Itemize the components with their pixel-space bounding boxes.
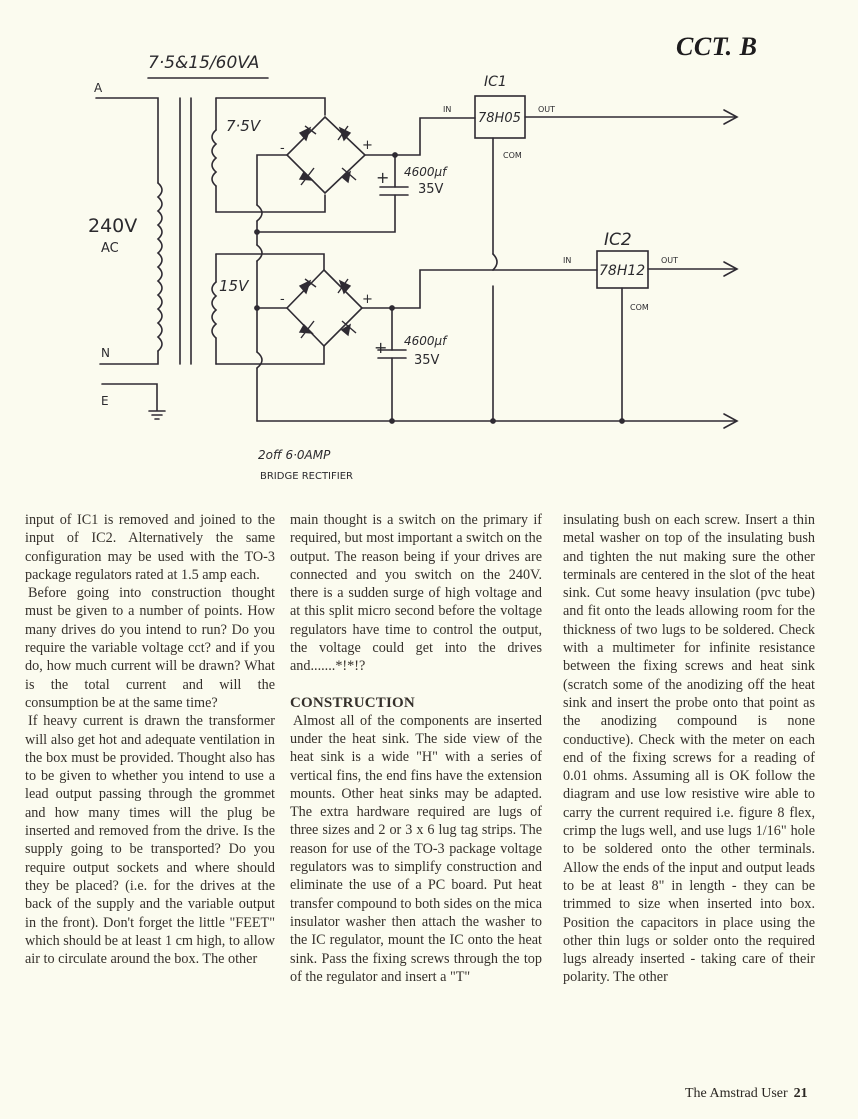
article-column-1	[25, 511, 275, 968]
ic2-part: 78H12	[599, 263, 646, 279]
rectifier-note-quantity: 2off 6·0AMP	[258, 448, 331, 462]
label-earth: E	[101, 394, 109, 408]
article-column-2	[290, 511, 542, 986]
capacitor-1-value: 4600µf	[404, 165, 447, 179]
label-active: A	[94, 81, 103, 95]
label-primary-type: AC	[101, 241, 119, 256]
ic1-out-label: OUT	[538, 105, 556, 114]
bridge-2-minus: -	[280, 292, 285, 307]
bridge-rectifier-1	[287, 117, 365, 193]
earth-wire	[102, 384, 157, 410]
secondary-1-coil	[212, 130, 216, 186]
ic2-out-label: OUT	[661, 256, 679, 265]
circuit-title: CCT. B	[676, 32, 758, 61]
ic2-in-label: IN	[563, 256, 572, 265]
rectifier-note-type: BRIDGE RECTIFIER	[260, 471, 353, 482]
circuit-diagram	[0, 0, 858, 500]
publication-name: The Amstrad User	[685, 1086, 788, 1101]
capacitor-2-voltage: 35V	[414, 353, 440, 368]
secondary-2-coil	[212, 282, 216, 338]
secondary-1-top	[216, 98, 325, 115]
ic2-name: IC2	[604, 230, 632, 250]
paragraph: Before going into construction thought must be given to a number of points. How many drives do you intend to run? Do you require the variable voltage cct? and if you do, how much current will be drawn? What is the total current and will the consumption be at the same time?	[25, 585, 275, 711]
transformer-rating: 7·5&15/60VA	[148, 53, 260, 73]
capacitor-1-voltage: 35V	[418, 182, 444, 197]
bridge-2-plus: +	[362, 292, 373, 307]
article-column-3	[563, 511, 815, 987]
bridge-rectifier-2	[287, 270, 362, 346]
paragraph: main thought is a switch on the primary if required, but most important a switch on the output. The reason being if your drives are connected and you switch on the 240V. there is a sudden surge of high voltage and at this split micro second before the voltage regulators have time to control the output, the voltage could get into the drives and.......*!*!?	[290, 512, 542, 675]
ic1-in-label: IN	[443, 105, 452, 114]
capacitor-2-value: 4600µf	[404, 334, 447, 348]
label-primary-voltage: 240V	[88, 215, 138, 237]
bridge-1-minus: -	[280, 141, 285, 156]
paragraph: Almost all of the components are inserted under the heat sink. The side view of the heat sink is a wide "H" with a series of vertical fins, the end fins have the extension mounts. Other heat sinks may be adapted. The extra hardware required are lugs of three sizes and 2 or 3 x 6 lug tag strips. The reason for use of the TO-3 package voltage regulators was to simplify construction and eliminate the use of a PC board. Put heat transfer compound to both sides on the mica insulator washer then attach the washer to the IC regulator, mount the IC onto the heat sink. Pass the fixing screws through the top of the regulator and insert a "T"	[290, 712, 542, 985]
label-secondary-2: 15V	[219, 277, 249, 295]
page-number: 21	[793, 1086, 808, 1101]
bridge-1-plus: +	[362, 138, 373, 153]
label-neutral: N	[101, 346, 110, 360]
ic1-part: 78H05	[478, 111, 521, 126]
paragraph: input of IC1 is removed and joined to the input of IC2. Alternatively the same configuration may be used with the TO-3 package regulators rated at 1.5 amp each.	[25, 512, 275, 583]
primary-wire-a	[96, 98, 158, 183]
section-heading-construction: CONSTRUCTION	[290, 694, 415, 711]
primary-coil	[158, 183, 162, 351]
ic1-com-label: COM	[503, 151, 522, 160]
paragraph: If heavy current is drawn the transformer will also get hot and adequate ventilation in the box must be provided. Thought also has to be given to whether you intend to use a lead output passing through the grommet and how many times will the plug be inserted and removed from the drive. Is the supply going to be transported? Do you require output sockets and where should they be placed? (i.e. for the drives at the back of the supply and the variable output in the front). Don't forget the little "FEET" which should be at least 1 cm high, to allow air to circulate around the box. The other	[25, 713, 275, 968]
page-footer	[685, 1086, 808, 1102]
capacitor-2-polarity: +	[374, 338, 388, 357]
secondary-2-top	[216, 254, 324, 270]
paragraph: insulating bush on each screw. Insert a thin metal washer on top of the insulating bush and tighten the nut making sure the other terminals are centered in the slot of the heat sink. Cut some heavy insulation (pvc tube) and fit onto the leads allowing room for the thickness of two lugs to be soldered. Check with a multimeter for infinite resistance between the fixing screws and heat sink (scratch some of the anodizing off the heat sink and insert the probe onto that point as the anodizing compound is none conductive). Check with the meter on each end of the fixing screws for a reading of 0.01 ohms. Assuming all is OK follow the diagram and use low resistive wire able to carry the current required i.e. figure 8 flex, crimp the lugs well, and use lugs 1/16" hole to be soldered onto the other terminals. Allow the ends of the input and output leads to be at least 8" in length - they can be trimmed to size when inserted into box. Position the capacitors in place using the other thin lugs or solder onto the required lugs already inserted - taking care of their polarity. The other	[563, 512, 815, 986]
capacitor-1-polarity: +	[376, 168, 390, 187]
ic2-com-label: COM	[630, 303, 649, 312]
ic1-name: IC1	[484, 74, 507, 90]
label-secondary-1: 7·5V	[226, 117, 261, 135]
